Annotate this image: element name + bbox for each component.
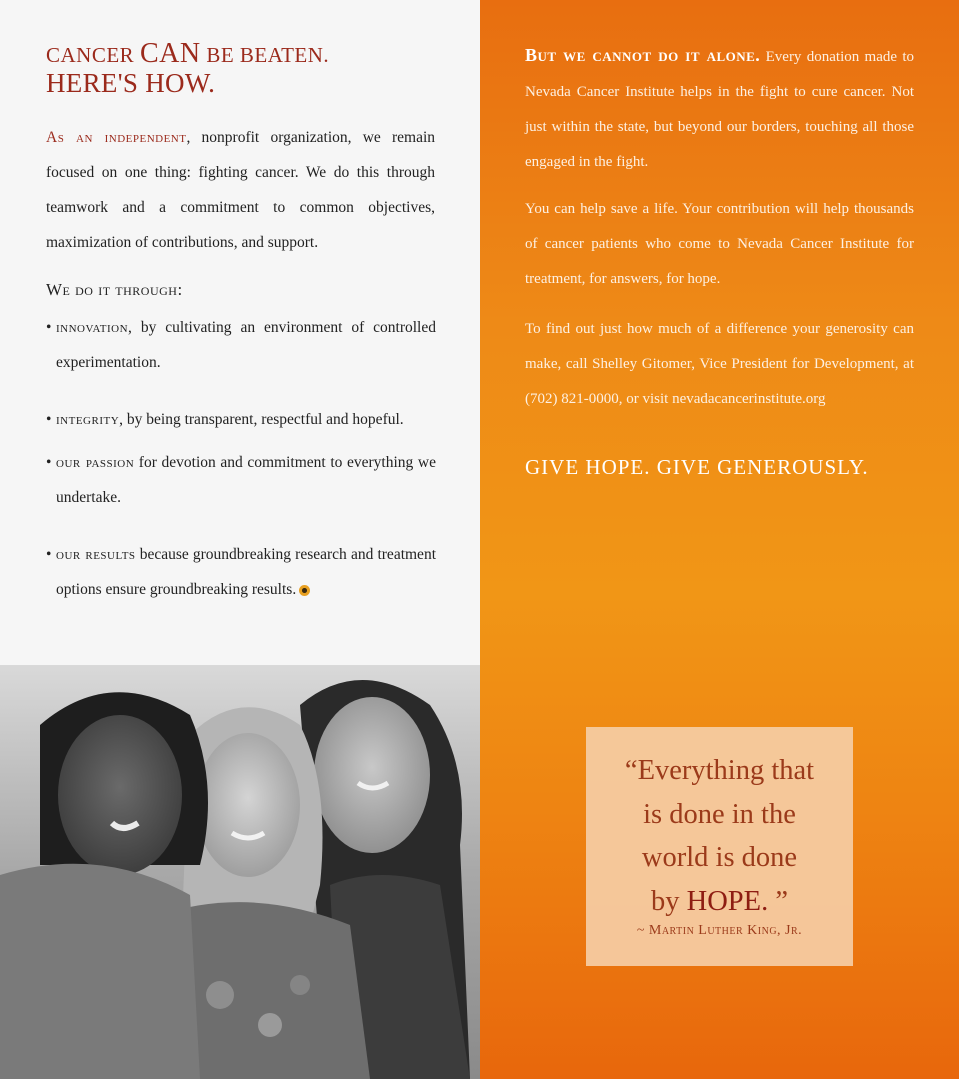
headline: CANCER CAN BE BEATEN. HERE'S HOW.	[46, 38, 330, 98]
sunflower-icon	[299, 585, 310, 596]
photo-three-women	[0, 665, 480, 1079]
contact-paragraph: To find out just how much of a difference your generosity can make, call Shelley Gitomer, Vice President for Development, at (702) 821-0000, or visit nevadacancerinstitute.org	[525, 321, 914, 407]
we-do-heading: We do it through:	[46, 280, 183, 299]
intro-paragraph: As an independent, nonprofit organization, we remain focused on one thing: fighting cancer. We do this through teamwork and a commitment to common objectives, maximization of contributions, and support.	[46, 129, 436, 251]
quote-attribution: ~ Martin Luther King, Jr.	[636, 923, 803, 938]
quote-text: “Everything that is done in the world is done by HOPE. ”	[624, 755, 815, 917]
bullet-results: • our results because groundbreaking research and treatment options ensure groundbreaking results.	[46, 546, 436, 598]
call-to-action: GIVE HOPE. GIVE GENEROUSLY.	[525, 455, 869, 479]
bullet-integrity: • integrity, by being transparent, respectful and hopeful.	[46, 411, 404, 428]
bullet-passion: • our passion for devotion and commitment to everything we undertake.	[46, 454, 436, 506]
bullet-innovation: • innovation, by cultivating an environment of controlled experimentation.	[46, 319, 436, 371]
save-life-paragraph: You can help save a life. Your contribution will help thousands of cancer patients who come to Nevada Cancer Institute for treatment, for answers, for hope.	[525, 201, 914, 287]
donation-paragraph: But we cannot do it alone. Every donation made to Nevada Cancer Institute helps in the fight to cure cancer. Not just within the state, but beyond our borders, touching all those engaged in the fight.	[525, 45, 914, 170]
photo-illustration	[0, 665, 480, 1079]
quote-box	[586, 727, 853, 966]
